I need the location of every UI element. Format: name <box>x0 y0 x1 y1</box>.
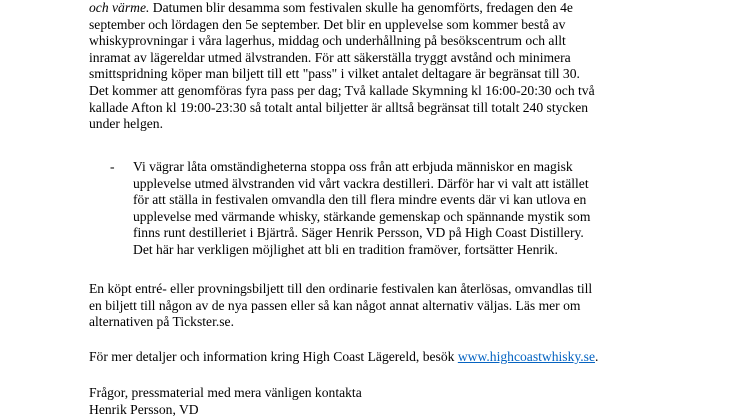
website-link[interactable]: www.highcoastwhisky.se <box>457 349 596 364</box>
intro-line: Det kommer att genomföras fyra pass per dag; Två kallade Skymning kl 16:00-20:30 och två <box>89 82 595 98</box>
intro-line: smittspridning köper man biljett till ett "pass" i vilket antalet deltagare är begränsat till 30. <box>89 66 580 82</box>
intro-italic-text: och värme. <box>89 0 150 15</box>
quote-bullet: - <box>110 159 115 174</box>
intro-paragraph <box>89 0 689 133</box>
intro-line: september och lördagen den 5e september. Det blir en upplevelse som kommer bestå av <box>89 16 566 32</box>
more-info-line <box>89 349 689 366</box>
intro-line: kallade Afton kl 19:00-23:30 så totalt antal biljetter är alltså begränsat till totalt 240 stycken <box>89 99 589 115</box>
intro-first-line-text: Datumen blir desamma som festivalen skulle ha genomförts, fredagen den 4e <box>149 0 573 15</box>
quote-line: för att ställa in festivalen omvandla den till flera mindre events där vi kan utlova en <box>133 192 587 208</box>
contact-line: Henrik Persson, VD <box>89 401 199 417</box>
intro-line <box>89 0 689 17</box>
tickets-line: alternativen på Tickster.se. <box>89 314 234 330</box>
contact-paragraph <box>89 385 689 418</box>
more-info-text: För mer detaljer och information kring High Coast Lägereld, besök <box>89 349 458 364</box>
tickets-line: En köpt entré- eller provningsbiljett till den ordinarie festivalen kan återlösas, omvandlas till <box>89 281 593 296</box>
more-info-suffix: . <box>595 349 599 364</box>
quote-line: Vi vägrar låta omständigheterna stoppa oss från att erbjuda människor en magisk <box>133 159 573 174</box>
contact-line: Frågor, pressmaterial med mera vänligen kontakta <box>89 385 362 400</box>
quote-line: upplevelse utmed älvstranden vid vårt vackra destilleri. Därför har vi valt att istället <box>133 175 589 191</box>
intro-line: whiskyprovningar i våra lagerhus, middag och underhållning på besökscentrum och allt <box>89 33 566 49</box>
quote-line: Det här har verkligen möjlighet att bli en tradition framöver, fortsätter Henrik. <box>133 241 558 257</box>
tickets-paragraph <box>89 281 689 331</box>
tickets-line: en biljett till någon av de nya passen eller så kan något annat alternativ väljas. Läs mer om <box>89 297 581 313</box>
intro-line: inramat av lägereldar utmed älvstranden. För att säkerställa tryggt avstånd och minimera <box>89 49 571 65</box>
quote-line: upplevelse med värmande whisky, stärkande gemenskap och spännande mystik som <box>133 208 591 224</box>
intro-line: under helgen. <box>89 116 163 132</box>
quote-paragraph <box>133 159 693 259</box>
quote-line: finns runt destilleriet i Bjärtrå. Säger Henrik Persson, VD på High Coast Distillery. <box>133 225 584 241</box>
more-info-paragraph <box>89 349 689 366</box>
